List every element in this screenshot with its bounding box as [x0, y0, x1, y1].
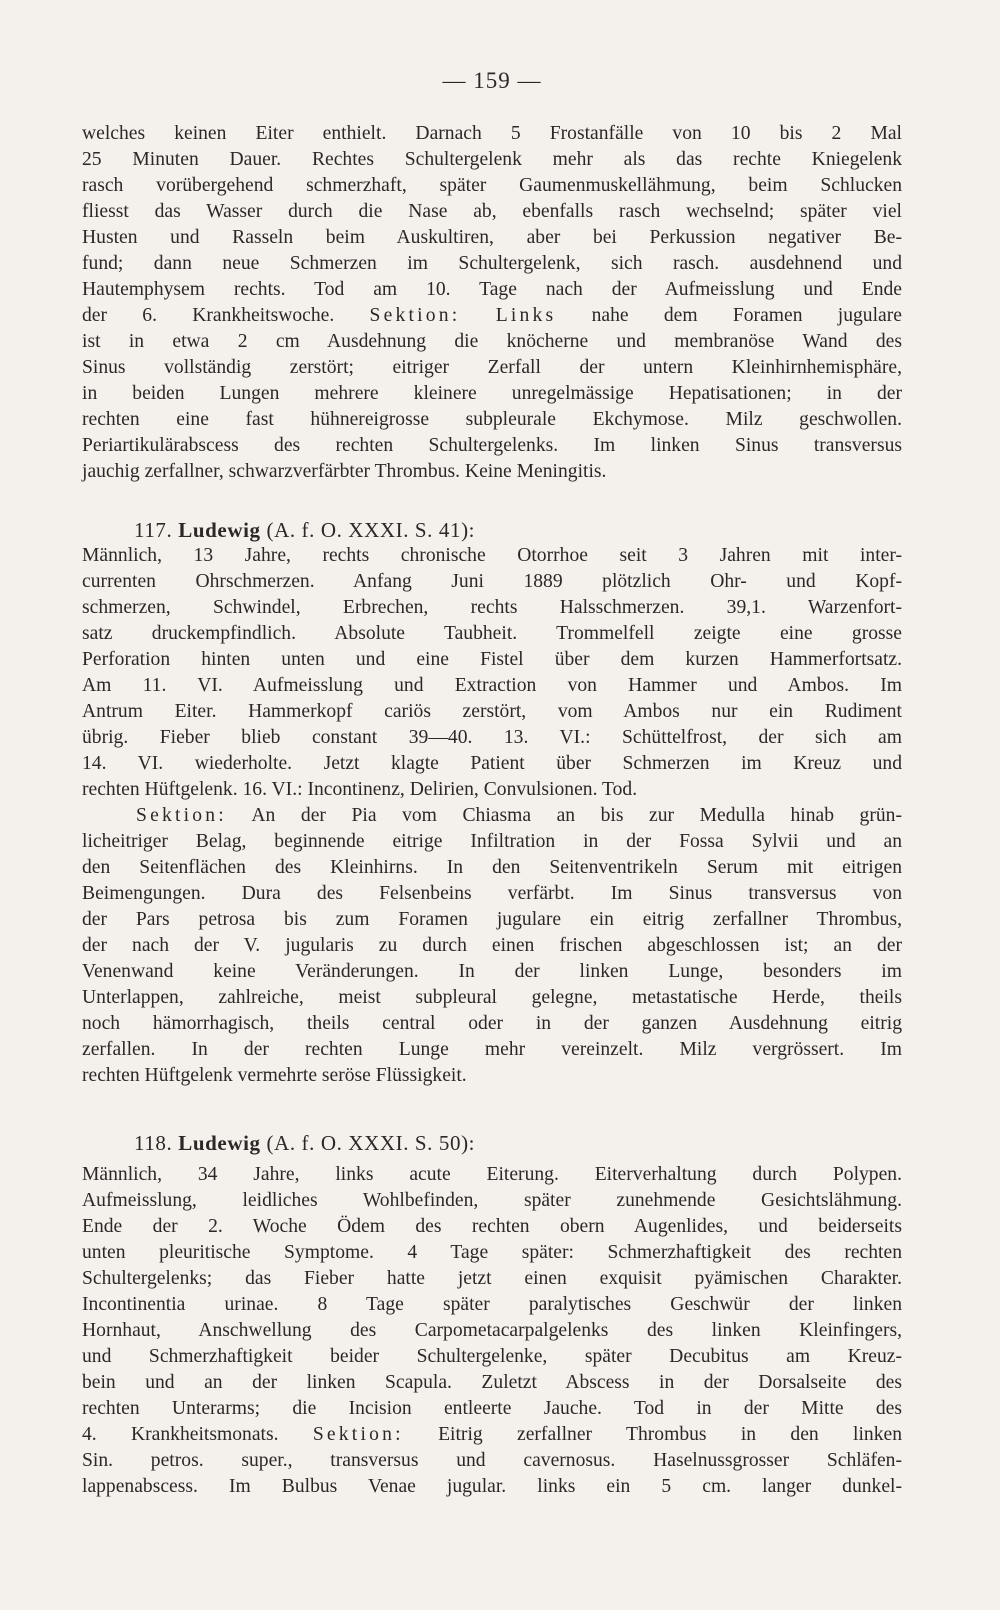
- text-line: Hornhaut, Anschwellung des Carpometacarpalgelenks des linken Kleinfingers,: [82, 1320, 902, 1341]
- text-line: Ende der 2. Woche Ödem des rechten obern Augenlides, und beiderseits: [82, 1216, 902, 1237]
- text-line: rechten Unterarms; die Incision entleerte Jauche. Tod in der Mitte des: [82, 1398, 902, 1419]
- text-span: An der Pia vom Chiasma an bis zur Medulla hinab grün-: [251, 805, 902, 826]
- text-line: Antrum Eiter. Hammerkopf cariös zerstört, vom Ambos nur ein Rudiment: [82, 701, 902, 722]
- sektion-label: Sektion:: [369, 305, 461, 326]
- text-line: zerfallen. In der rechten Lunge mehr vereinzelt. Milz vergrössert. Im: [82, 1039, 902, 1060]
- text-span: Eitrig zerfallner Thrombus in den linken: [438, 1424, 903, 1445]
- text-line: Am 11. VI. Aufmeisslung und Extraction von Hammer und Ambos. Im: [82, 675, 902, 696]
- text-line: Männlich, 34 Jahre, links acute Eiterung. Eiterverhaltung durch Polypen.: [82, 1164, 902, 1185]
- text-line: currenten Ohrschmerzen. Anfang Juni 1889 plötzlich Ohr- und Kopf-: [82, 571, 902, 592]
- text-line: und Schmerzhaftigkeit beider Schultergelenke, später Decubitus am Kreuz-: [82, 1346, 902, 1367]
- sektion-label: Sektion:: [312, 1424, 404, 1445]
- text-line: licheitriger Belag, beginnende eitrige Infiltration in der Fossa Sylvii und an: [82, 831, 902, 852]
- text-line: Schultergelenks; das Fieber hatte jetzt einen exquisit pyämischen Charakter.: [82, 1268, 902, 1289]
- text-line: fliesst das Wasser durch die Nase ab, ebenfalls rasch wechselnd; später viel: [82, 201, 902, 222]
- text-line: Beimengungen. Dura des Felsenbeins verfärbt. Im Sinus transversus von: [82, 883, 902, 904]
- spaced-word: Links: [495, 305, 557, 326]
- text-line: ist in etwa 2 cm Ausdehnung die knöcherne und membranöse Wand des: [82, 331, 902, 352]
- text-line: den Seitenflächen des Kleinhirns. In den Seitenventrikeln Serum mit eitrigen: [82, 857, 902, 878]
- text-line-sektion: [82, 303, 902, 329]
- text-line: rechten Hüftgelenk vermehrte seröse Flüssigkeit.: [82, 1065, 467, 1086]
- text-line: bein und an der linken Scapula. Zuletzt Abscess in der Dorsalseite des: [82, 1372, 902, 1393]
- text-span: 4. Krankheitsmonats.: [82, 1424, 279, 1445]
- text-line: Incontinentia urinae. 8 Tage später paralytisches Geschwür der linken: [82, 1294, 902, 1315]
- text-line: welches keinen Eiter enthielt. Darnach 5 Frostanfälle von 10 bis 2 Mal: [82, 123, 902, 144]
- text-line: der Pars petrosa bis zum Foramen jugulare ein eitrig zerfallner Thrombus,: [82, 909, 902, 930]
- text-line: der nach der V. jugularis zu durch einen frischen abgeschlossen ist; an der: [82, 935, 902, 956]
- text-line: 14. VI. wiederholte. Jetzt klagte Patient über Schmerzen im Kreuz und: [82, 753, 902, 774]
- text-line: 25 Minuten Dauer. Rechtes Schultergelenk mehr als das rechte Kniegelenk: [82, 149, 902, 170]
- text-line: Venenwand keine Veränderungen. In der linken Lunge, besonders im: [82, 961, 902, 982]
- case-number: 118.: [134, 1131, 173, 1155]
- text-line-sektion: [82, 803, 902, 829]
- page-number: — 159 —: [442, 68, 542, 93]
- text-line: Periartikulärabscess des rechten Schultergelenks. Im linken Sinus transversus: [82, 435, 902, 456]
- text-line: schmerzen, Schwindel, Erbrechen, rechts Halsschmerzen. 39,1. Warzenfort-: [82, 597, 902, 618]
- case-reference: (A. f. O. XXXI. S. 50):: [266, 1131, 476, 1155]
- text-line: fund; dann neue Schmerzen im Schultergelenk, sich rasch. ausdehnend und: [82, 253, 902, 274]
- text-line: unten pleuritische Symptome. 4 Tage später: Schmerzhaftigkeit des rechten: [82, 1242, 902, 1263]
- text-line: rechten Hüftgelenk. 16. VI.: Incontinenz, Delirien, Convulsionen. Tod.: [82, 779, 638, 800]
- text-span: der 6. Krankheitswoche.: [82, 305, 335, 326]
- text-line: übrig. Fieber blieb constant 39—40. 13. VI.: Schüttelfrost, der sich am: [82, 727, 902, 748]
- sektion-label: Sektion:: [136, 805, 227, 826]
- text-line: in beiden Lungen mehrere kleinere unregelmässige Hepatisationen; in der: [82, 383, 902, 404]
- text-line: noch hämorrhagisch, theils central oder in der ganzen Ausdehnung eitrig: [82, 1013, 902, 1034]
- case-author: Ludewig: [178, 518, 261, 542]
- case-number: 117.: [134, 518, 173, 542]
- text-span: nahe dem Foramen jugulare: [591, 305, 902, 326]
- text-line: rechten eine fast hühnereigrosse subpleurale Ekchymose. Milz geschwollen.: [82, 409, 902, 430]
- case-author: Ludewig: [178, 1131, 261, 1155]
- case-117-heading: [134, 516, 475, 544]
- case-reference: (A. f. O. XXXI. S. 41):: [266, 518, 476, 542]
- text-line: satz druckempfindlich. Absolute Taubheit. Trommelfell zeigte eine grosse: [82, 623, 902, 644]
- text-line: rasch vorübergehend schmerzhaft, später Gaumenmuskellähmung, beim Schlucken: [82, 175, 902, 196]
- text-line: Sinus vollständig zerstört; eitriger Zerfall der untern Kleinhirnhemisphäre,: [82, 357, 902, 378]
- text-line: Männlich, 13 Jahre, rechts chronische Otorrhoe seit 3 Jahren mit inter-: [82, 545, 902, 566]
- case-118-heading: [134, 1129, 475, 1157]
- text-line-sektion: [82, 1422, 902, 1448]
- text-line: Sin. petros. super., transversus und cavernosus. Haselnussgrosser Schläfen-: [82, 1450, 902, 1471]
- text-line: Hautemphysem rechts. Tod am 10. Tage nach der Aufmeisslung und Ende: [82, 279, 902, 300]
- text-line: Unterlappen, zahlreiche, meist subpleural gelegne, metastatische Herde, theils: [82, 987, 902, 1008]
- text-line: Aufmeisslung, leidliches Wohlbefinden, später zunehmende Gesichtslähmung.: [82, 1190, 902, 1211]
- text-line: jauchig zerfallner, schwarzverfärbter Thrombus. Keine Meningitis.: [82, 461, 607, 482]
- text-line: Husten und Rasseln beim Auskultiren, aber bei Perkussion negativer Be-: [82, 227, 902, 248]
- text-line: Perforation hinten unten und eine Fistel über dem kurzen Hammerfortsatz.: [82, 649, 902, 670]
- text-line: lappenabscess. Im Bulbus Venae jugular. links ein 5 cm. langer dunkel-: [82, 1476, 902, 1497]
